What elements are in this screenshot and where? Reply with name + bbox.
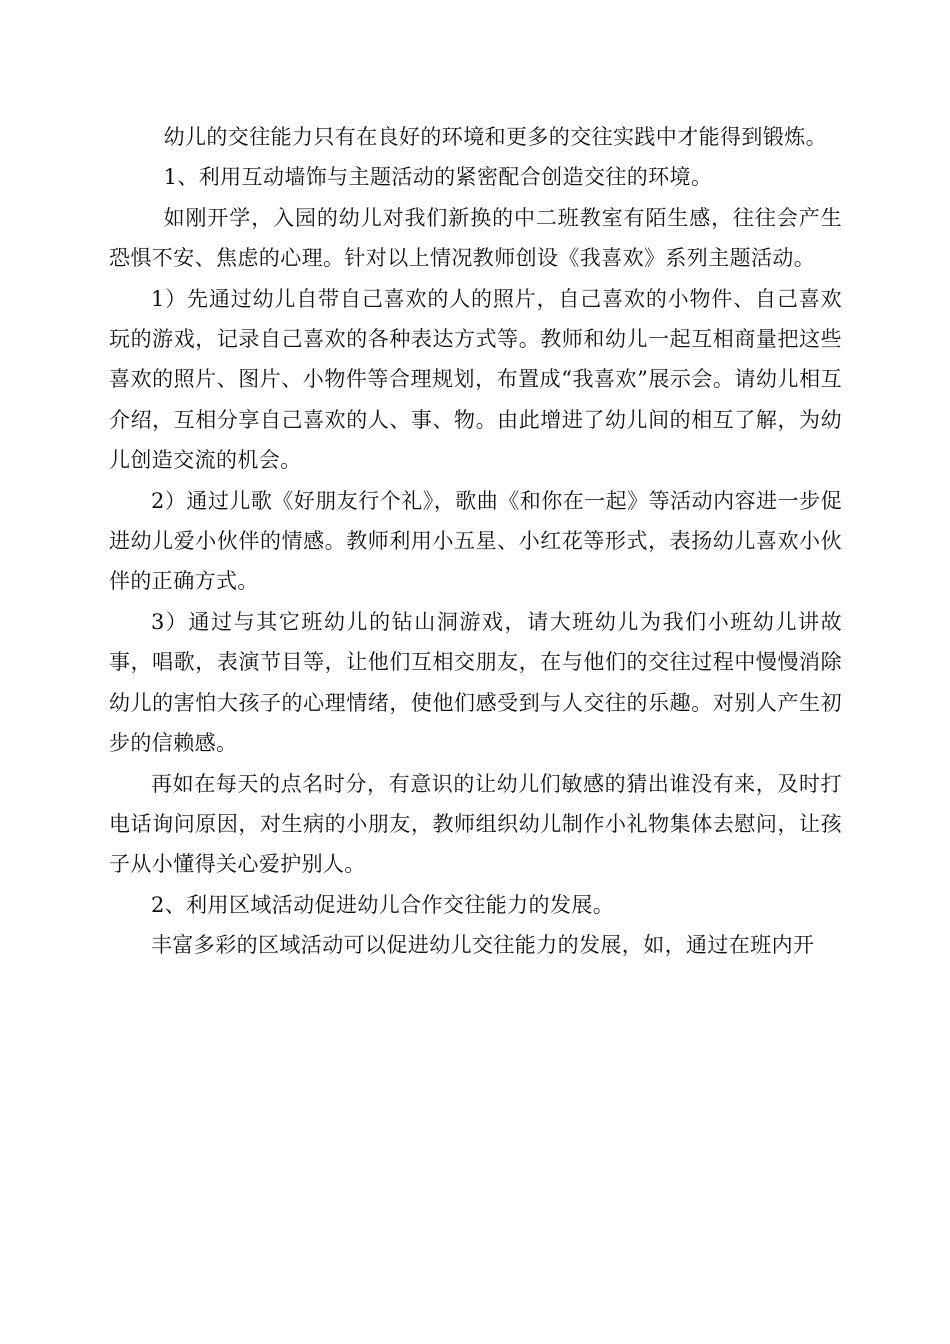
paragraph-example: 如刚开学，入园的幼儿对我们新换的中二班教室有陌生感，往往会产生恐惧不安、焦虑的心理。针对以上情况教师创设《我喜欢》系列主题活动。 xyxy=(109,205,842,271)
paragraph-area-activities: 丰富多彩的区域活动可以促进幼儿交往能力的发展，如，通过在班内开 xyxy=(151,933,815,958)
list-item-3: 3）通过与其它班幼儿的钻山洞游戏，请大班幼儿为我们小班幼儿讲故事，唱歌，表演节目等，让他们互相交朋友，在与他们的交往过程中慢慢消除幼儿的害怕大孩子的心理情绪，使他们感受到与人交往的乐趣。对别人产生初步的信赖感。 xyxy=(109,609,842,756)
document-body xyxy=(109,117,842,966)
list-item-1: 1）先通过幼儿自带自己喜欢的人的照片，自己喜欢的小物件、自己喜欢玩的游戏，记录自己喜欢的各种表达方式等。教师和幼儿一起互相商量把这些喜欢的照片、图片、小物件等合理规划，布置成“我喜欢”展示会。请幼儿相互介绍，互相分享自己喜欢的人、事、物。由此增进了幼儿间的相互了解，为幼儿创造交流的机会。 xyxy=(109,286,842,473)
section-heading-1: 1、利用互动墙饰与主题活动的紧密配合创造交往的环境。 xyxy=(163,165,713,190)
list-item-2: 2）通过儿歌《好朋友行个礼》，歌曲《和你在一起》等活动内容进一步促进幼儿爱小伙伴的情感。教师利用小五星、小红花等形式，表扬幼儿喜欢小伙伴的正确方式。 xyxy=(109,488,842,594)
paragraph-roll-call: 再如在每天的点名时分，有意识的让幼儿们敏感的猜出谁没有来，及时打电话询问原因，对生病的小朋友，教师组织幼儿制作小礼物集体去慰问，让孩子从小懂得关心爱护别人。 xyxy=(109,771,842,877)
section-heading-2: 2、利用区域活动促进幼儿合作交往能力的发展。 xyxy=(151,892,615,917)
paragraph-intro: 幼儿的交往能力只有在良好的环境和更多的交往实践中才能得到锻炼。 xyxy=(163,125,827,149)
